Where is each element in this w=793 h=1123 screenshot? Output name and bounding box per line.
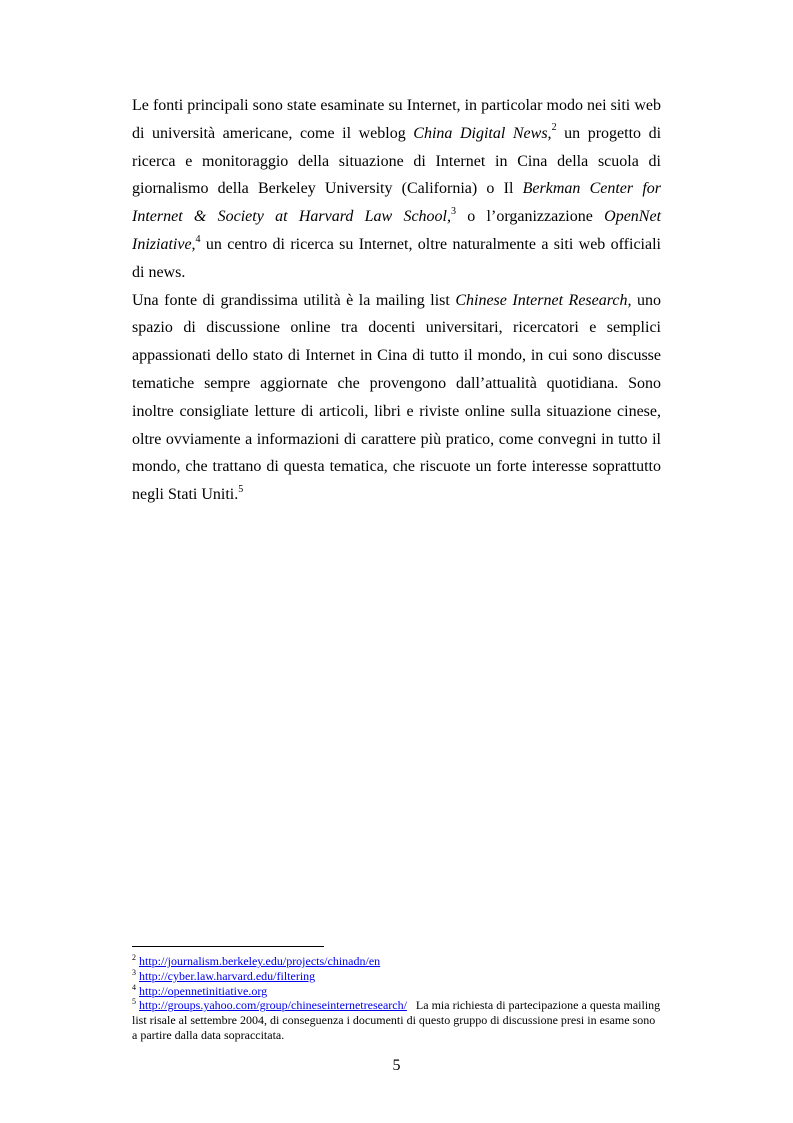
footnote-link[interactable]: http://opennetinitiative.org: [139, 983, 268, 998]
paragraph-2: [132, 287, 661, 509]
footnote-text: La mia richiesta di partecipazione a questa mailing list risale al settembre 2004, di conseguenza i documenti di questo gruppo di discussione presi in esame sono a partire dalla data sopraccitata.: [132, 998, 661, 1042]
footnote-2: [132, 954, 661, 969]
footnote-number: 2: [132, 953, 136, 962]
paragraph-2-text-1: Una fonte di grandissima utilità è la mailing list: [132, 291, 456, 309]
paragraph-1-text-1: Le fonti principali sono state esaminate su Internet, in particolar modo nei siti web di università americane, come il weblog: [132, 97, 661, 142]
footnote-ref-4[interactable]: 4: [195, 233, 201, 245]
title-chinese-internet-research: Chinese Internet Research,: [455, 291, 632, 309]
footnote-link[interactable]: http://groups.yahoo.com/group/chineseinternetresearch/: [139, 998, 407, 1013]
title-china-digital-news: China Digital News,: [413, 124, 552, 142]
page-number: 5: [392, 1057, 401, 1074]
footnote-number: 4: [132, 982, 136, 992]
footnote-number: 5: [132, 997, 136, 1007]
footnote-link[interactable]: http://cyber.law.harvard.edu/filtering: [139, 968, 316, 983]
footnote-ref-3[interactable]: 3: [451, 205, 456, 217]
title-opennet-iniziative: OpenNet Iniziative,: [132, 208, 662, 253]
footnote-link[interactable]: http://journalism.berkeley.edu/projects/chinadn/en: [139, 954, 381, 968]
paragraph-1: [132, 92, 661, 287]
title-berkman-center: Berkman Center for Internet & Society at Harvard Law School,: [132, 180, 662, 226]
footnote-5: [132, 998, 661, 1042]
footnote-ref-2[interactable]: 2: [551, 122, 557, 134]
footnote-number: 3: [132, 967, 136, 977]
footnote-3: [132, 969, 661, 984]
paragraph-1-text-3: o l’organizzazione: [456, 208, 605, 226]
paragraph-1-text-2: un progetto di ricerca e monitoraggio della situazione di Internet in Cina della scuola di giornalismo della Berkeley University (California) o Il: [132, 124, 662, 198]
footnote-separator: [132, 946, 324, 947]
footnotes: [132, 954, 661, 1043]
footnote-ref-5[interactable]: 5: [238, 483, 244, 495]
body-text: [132, 92, 661, 509]
paragraph-1-text-4: un centro di ricerca su Internet, oltre naturalmente a siti web officiali di news.: [132, 235, 661, 281]
paragraph-2-text-2: uno spazio di discussione online tra docenti universitari, ricercatori e semplici appassionati dello stato di Internet in Cina di tutto il mondo, in cui sono discusse tematiche sempre aggiornate che provengono dall’attualità quotidiana. Sono inoltre consigliate letture di articoli, libri e riviste online sulla situazione cinese, oltre ovviamente a informazioni di carattere più pratico, come convegni in tutto il mondo, che trattano di questa tematica, che riscuote un forte interesse soprattutto negli Stati Uniti.: [132, 291, 661, 504]
footnote-4: [132, 984, 661, 999]
